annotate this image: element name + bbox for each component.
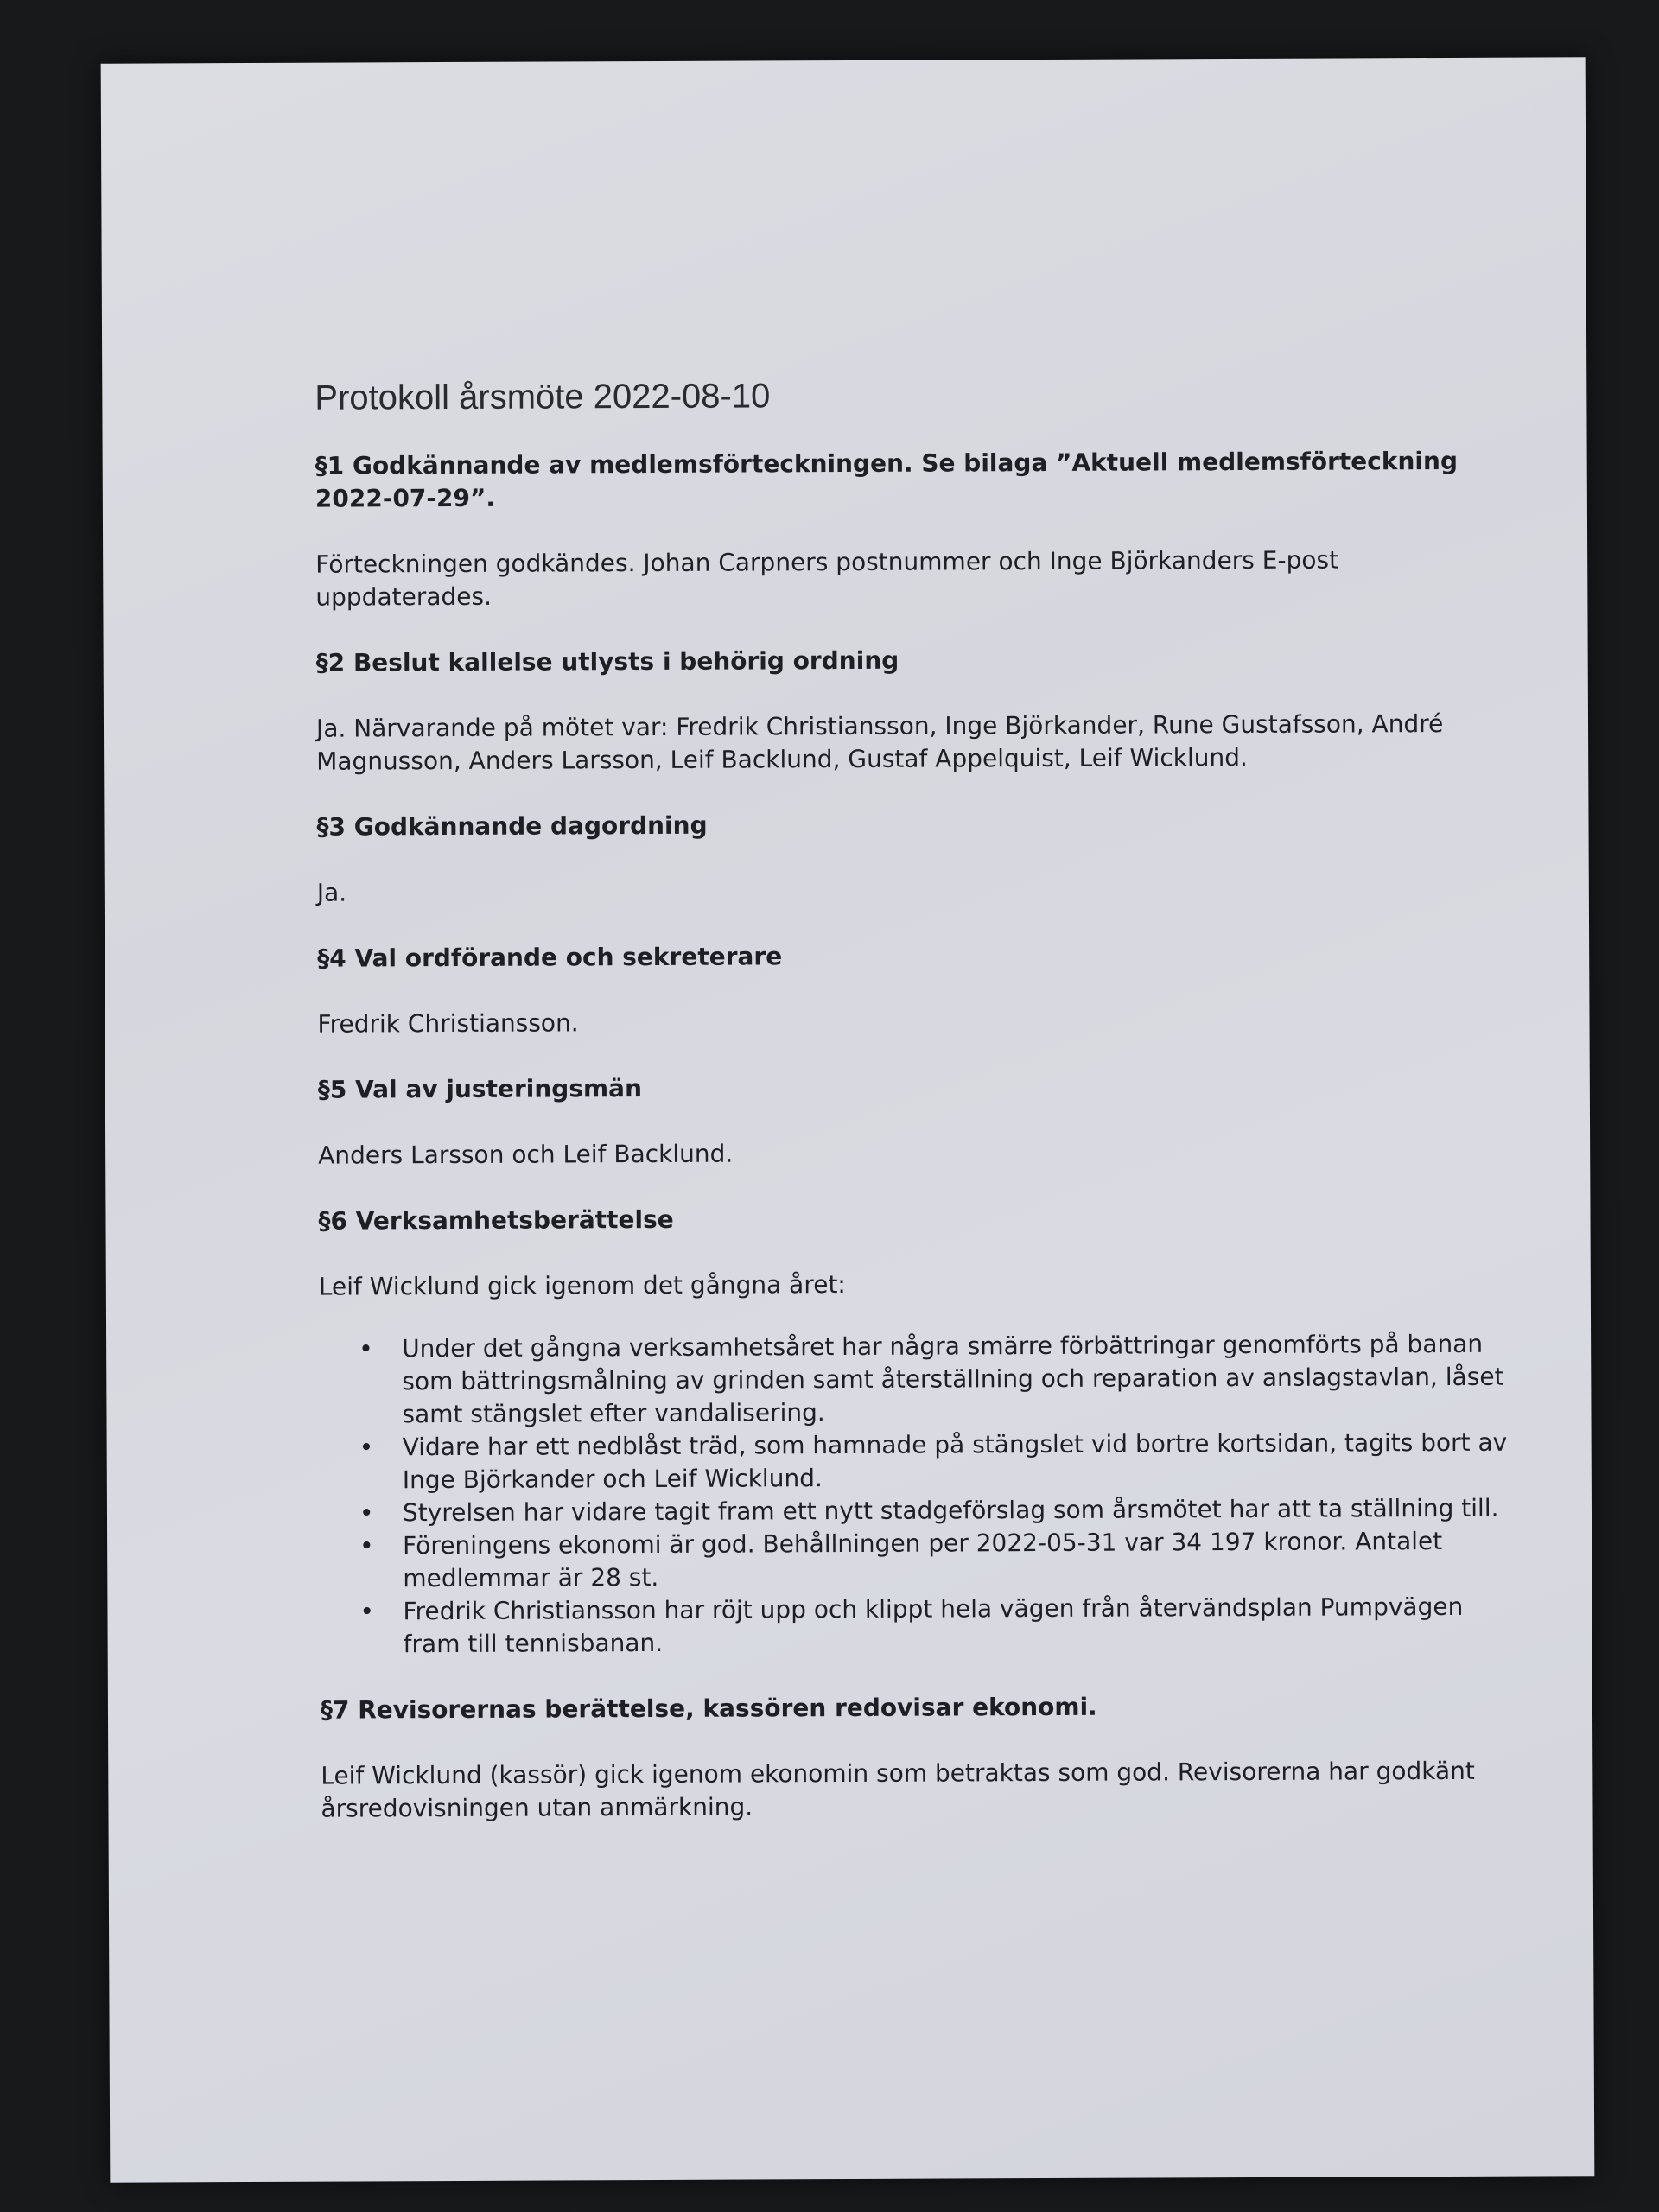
list-item-text: Fredrik Christiansson har röjt upp och klippt hela vägen från återvändsplan Pumpvägen fram till tennisbanan. [403, 1592, 1464, 1659]
section-5 [318, 1069, 1510, 1173]
section-1 [315, 445, 1509, 614]
section-heading: §6 Verksamhetsberättelse [318, 1205, 674, 1236]
section-3 [316, 806, 1509, 910]
section-heading: §7 Revisorernas berättelse, kassören redovisar ekonomi. [320, 1692, 1097, 1725]
list-item-text: Föreningens ekonomi är god. Behållningen per 2022-05-31 var 34 197 kronor. Antalet medlemmar är 28 st. [403, 1527, 1443, 1593]
document-content [314, 160, 1514, 1859]
section-body: Ja. Närvarande på mötet var: Fredrik Christiansson, Inge Björkander, Rune Gustafsson, André Magnusson, Anders Larsson, Leif Backlund, Gustaf Appelquist, Leif Wicklund. [315, 709, 1444, 776]
section-heading: §2 Beslut kallelse utlysts i behörig ordning [315, 645, 899, 677]
bullet-list [319, 1328, 1513, 1662]
section-heading: §1 Godkännande av medlemsförteckningen. Se bilaga ”Aktuell medlemsförteckning 2022-07-29”. [315, 446, 1459, 513]
section-2 [316, 642, 1510, 779]
list-item [359, 1525, 1512, 1596]
list-item [359, 1492, 1512, 1530]
section-body: Leif Wicklund (kassör) gick igenom ekonomin som betraktas som god. Revisorerna har godkänt årsredovisningen utan anmärkning. [321, 1756, 1475, 1823]
bullet-icon: • [359, 1498, 374, 1528]
section-7 [321, 1689, 1514, 1826]
section-body: Fredrik Christiansson. [317, 1008, 579, 1039]
list-item [359, 1591, 1512, 1662]
bullet-icon: • [359, 1597, 375, 1626]
list-item-text: Styrelsen har vidare tagit fram ett nytt stadgeförslag som årsmötet har att ta ställning till. [402, 1493, 1499, 1528]
section-body: Ja. [316, 878, 347, 907]
section-heading: §5 Val av justeringsmän [317, 1074, 643, 1104]
section-4 [317, 938, 1510, 1041]
section-heading: §4 Val ordförande och sekreterare [317, 942, 783, 973]
section-6 [318, 1200, 1512, 1662]
bullet-icon: • [359, 1531, 374, 1560]
document-title: Protokoll årsmöte 2022-08-10 [315, 377, 771, 417]
list-item-text: Under det gångna verksamhetsåret har några smärre förbättringar genomförts på banan som bättringsmålning av grinden samt återställning och reparation av anslagstavlan, låset samt stängslet efter vandalisering. [402, 1329, 1504, 1429]
paper-sheet [101, 57, 1595, 2182]
section-body: Anders Larsson och Leif Backlund. [318, 1139, 734, 1170]
list-item [359, 1427, 1512, 1497]
bullet-icon: • [359, 1334, 373, 1363]
section-body: Leif Wicklund gick igenom det gångna året: [318, 1270, 846, 1301]
bullet-icon: • [359, 1433, 374, 1462]
list-item [359, 1328, 1511, 1432]
section-heading: §3 Godkännande dagordning [316, 810, 708, 842]
list-item-text: Vidare har ett nedblåst träd, som hamnade på stängslet vid bortre kortsidan, tagits bort av Inge Björkander och Leif Wicklund. [402, 1427, 1508, 1495]
section-body: Förteckningen godkändes. Johan Carpners postnummer och Inge Björkanders E-post uppdaterades. [315, 545, 1339, 612]
